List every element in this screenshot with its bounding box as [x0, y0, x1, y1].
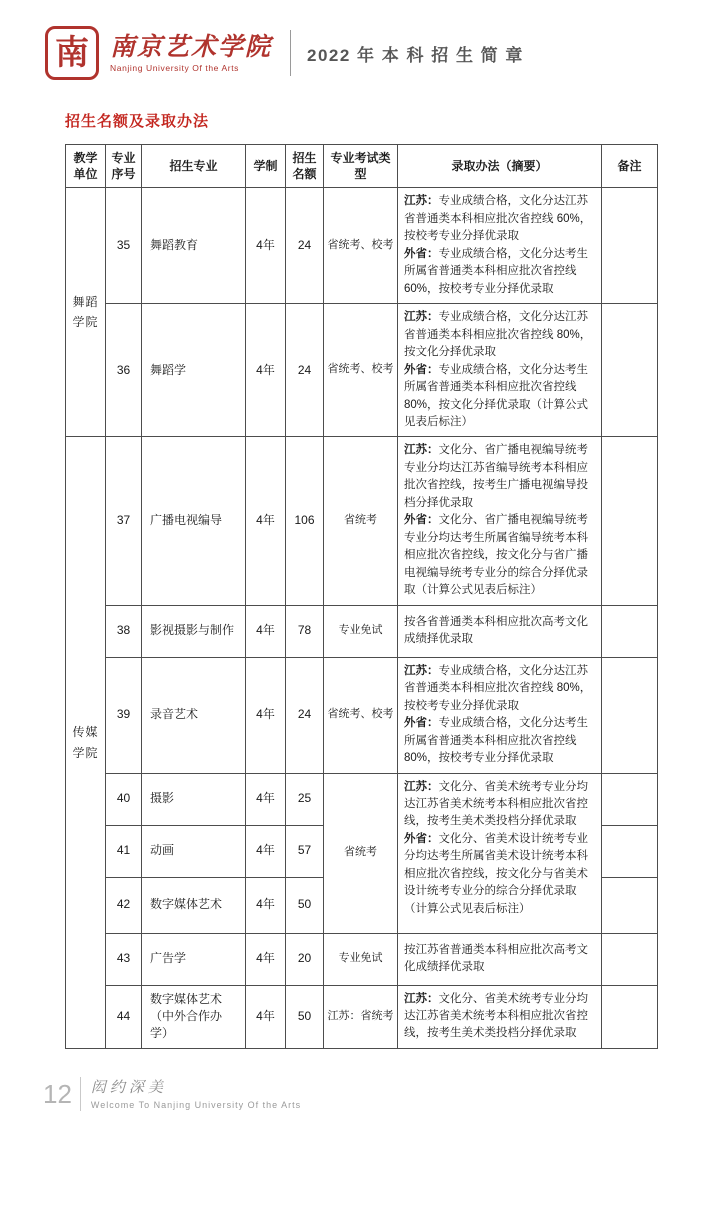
exam-type-cell: 省统考、校考 [324, 304, 398, 437]
quota-cell: 50 [286, 985, 324, 1048]
quota-cell: 106 [286, 437, 324, 605]
method-line: 江苏：专业成绩合格，文化分达江苏省普通类本科相应批次省控线 80%，按校考专业分择优录取 [404, 664, 592, 712]
major-no-cell: 42 [106, 877, 142, 933]
major-cell: 摄影 [142, 773, 246, 825]
quota-cell: 24 [286, 304, 324, 437]
unit-cell: 舞蹈学院 [66, 188, 106, 437]
exam-type-cell: 省统考 [324, 437, 398, 605]
major-no-cell: 35 [106, 188, 142, 304]
major-cell: 数字媒体艺术（中外合作办学） [142, 985, 246, 1048]
page-number: 12 [43, 1078, 72, 1109]
col-header-no: 专业序号 [106, 145, 142, 188]
school-motto: 闳约深美 [90, 1077, 167, 1096]
method-line: 江苏：专业成绩合格，文化分达江苏省普通类本科相应批次省控线 60%，按校考专业分择优录取 [404, 195, 592, 243]
admission-method-cell [398, 985, 602, 1048]
duration-cell: 4年 [246, 773, 286, 825]
duration-cell: 4年 [246, 188, 286, 304]
seal-glyph: 南 [55, 33, 89, 73]
remark-cell [602, 877, 658, 933]
footer-divider [80, 1077, 81, 1111]
major-no-cell: 36 [106, 304, 142, 437]
admission-method-cell [398, 605, 602, 657]
method-line: 外省：专业成绩合格，文化分达考生所属省普通类本科相应批次省控线 60%，按校考专业分择优录取 [404, 247, 588, 295]
remark-cell [602, 304, 658, 437]
method-line: 按江苏省普通类本科相应批次高考文化成绩择优录取 [404, 943, 588, 973]
major-cell: 广播电视编导 [142, 437, 246, 605]
university-seal-logo [45, 26, 99, 80]
major-no-cell: 41 [106, 825, 142, 877]
quota-cell: 57 [286, 825, 324, 877]
major-cell: 舞蹈教育 [142, 188, 246, 304]
page-footer [43, 1077, 657, 1111]
remark-cell [602, 657, 658, 773]
major-no-cell: 40 [106, 773, 142, 825]
quota-cell: 78 [286, 605, 324, 657]
table-header-row [66, 145, 658, 188]
duration-cell: 4年 [246, 825, 286, 877]
table-row [66, 657, 658, 773]
duration-cell: 4年 [246, 304, 286, 437]
method-line: 外省：文化分、省广播电视编导统考专业分均达考生所属省编导统考本科相应批次省控线，按文化分与省广播电视编导统考专业分的综合分择优录取（计算公式见表后标注） [404, 514, 588, 597]
remark-cell [602, 773, 658, 825]
major-no-cell: 39 [106, 657, 142, 773]
method-line: 外省：专业成绩合格，文化分达考生所属省普通类本科相应批次省控线 80%，按校考专业分择优录取 [404, 717, 588, 765]
major-no-cell: 43 [106, 933, 142, 985]
duration-cell: 4年 [246, 657, 286, 773]
exam-type-cell: 省统考、校考 [324, 188, 398, 304]
col-header-remark: 备注 [602, 145, 658, 188]
duration-cell: 4年 [246, 933, 286, 985]
duration-cell: 4年 [246, 437, 286, 605]
major-no-cell: 37 [106, 437, 142, 605]
admissions-table [65, 144, 658, 1049]
duration-cell: 4年 [246, 985, 286, 1048]
major-cell: 广告学 [142, 933, 246, 985]
col-header-years: 学制 [246, 145, 286, 188]
exam-type-cell: 专业免试 [324, 933, 398, 985]
method-line: 江苏：文化分、省美术统考专业分均达江苏省美术统考本科相应批次省控线，按考生美术类投档分择优录取 [404, 992, 588, 1040]
quota-cell: 20 [286, 933, 324, 985]
method-line: 江苏：专业成绩合格，文化分达江苏省普通类本科相应批次省控线 80%，按文化分择优录取 [404, 311, 592, 359]
footer-text-block [91, 1078, 301, 1110]
admission-method-cell [398, 657, 602, 773]
duration-cell: 4年 [246, 877, 286, 933]
table-row [66, 933, 658, 985]
exam-type-cell: 专业免试 [324, 605, 398, 657]
table-row [66, 188, 658, 304]
table-row [66, 304, 658, 437]
method-line: 按各省普通类本科相应批次高考文化成绩择优录取 [404, 615, 588, 646]
admission-method-cell [398, 773, 602, 933]
col-header-unit: 教学单位 [66, 145, 106, 188]
col-header-method: 录取办法（摘要） [398, 145, 602, 188]
quota-cell: 25 [286, 773, 324, 825]
quota-cell: 50 [286, 877, 324, 933]
remark-cell [602, 933, 658, 985]
major-cell: 录音艺术 [142, 657, 246, 773]
university-name: 南京艺术学院 [110, 31, 273, 61]
major-cell: 动画 [142, 825, 246, 877]
major-cell: 舞蹈学 [142, 304, 246, 437]
duration-cell: 4年 [246, 605, 286, 657]
doc-title: 2022 年 本 科 招 生 简 章 [307, 45, 524, 65]
remark-cell [602, 605, 658, 657]
method-line: 外省：专业成绩合格，文化分达考生所属省普通类本科相应批次省控线 80%，按文化分择优录取（计算公式见表后标注） [404, 363, 589, 428]
col-header-exam: 专业考试类型 [324, 145, 398, 188]
admission-method-cell [398, 933, 602, 985]
table-row [66, 437, 658, 605]
table-row [66, 605, 658, 657]
header-divider [290, 30, 291, 76]
section-title: 招生名额及录取办法 [65, 113, 210, 130]
method-line: 江苏：文化分、省美术统考专业分均达江苏省美术统考本科相应批次省控线，按考生美术类投档分择优录取 [404, 780, 588, 828]
major-no-cell: 38 [106, 605, 142, 657]
major-no-cell: 44 [106, 985, 142, 1048]
exam-type-cell: 江苏：省统考 [324, 985, 398, 1048]
table-row [66, 773, 658, 825]
major-cell: 数字媒体艺术 [142, 877, 246, 933]
remark-cell [602, 825, 658, 877]
admission-method-cell [398, 188, 602, 304]
university-name-block [110, 33, 272, 74]
remark-cell [602, 985, 658, 1048]
exam-type-cell: 省统考 [324, 773, 398, 933]
remark-cell [602, 188, 658, 304]
col-header-quota: 招生名额 [286, 145, 324, 188]
exam-type-cell: 省统考、校考 [324, 657, 398, 773]
method-line: 江苏：文化分、省广播电视编导统考专业分均达江苏省编导统考本科相应批次省控线，按考生广播电视编导投档分择优录取 [404, 444, 588, 509]
admission-method-cell [398, 304, 602, 437]
university-name-en: Nanjing University Of the Arts [110, 63, 240, 74]
quota-cell: 24 [286, 657, 324, 773]
page-header [45, 26, 657, 80]
table-row [66, 985, 658, 1048]
admission-method-cell [398, 437, 602, 605]
footer-welcome: Welcome To Nanjing University Of the Arts [90, 1099, 302, 1110]
major-cell: 影视摄影与制作 [142, 605, 246, 657]
remark-cell [602, 437, 658, 605]
col-header-major: 招生专业 [142, 145, 246, 188]
method-line: 外省：文化分、省美术设计统考专业分均达考生所属省美术设计统考本科相应批次省控线，按文化分与省美术设计统考专业分的综合分择优录取（计算公式见表后标注） [404, 832, 588, 915]
quota-cell: 24 [286, 188, 324, 304]
unit-cell: 传媒学院 [66, 437, 106, 1048]
